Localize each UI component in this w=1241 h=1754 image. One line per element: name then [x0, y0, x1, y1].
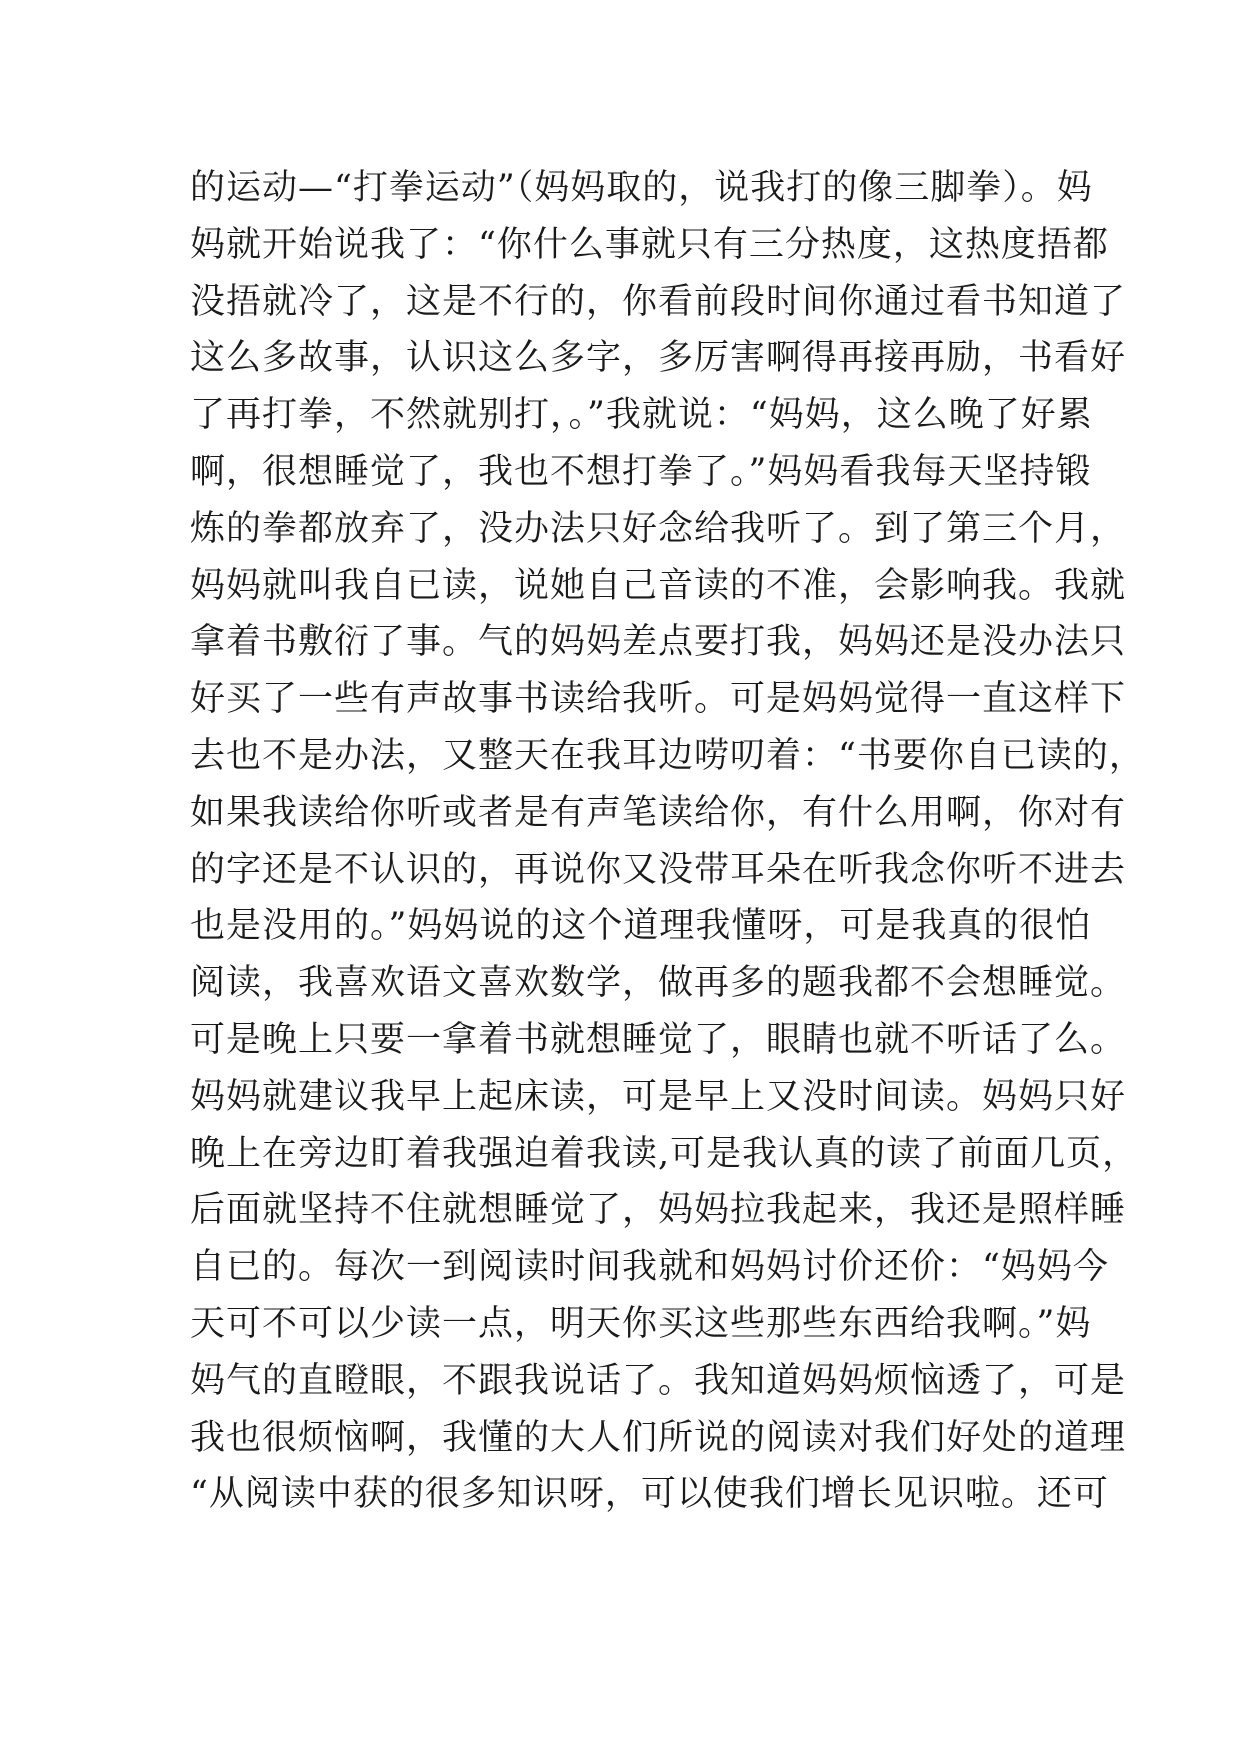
text-line: 拿着书敷衍了事。气的妈妈差点要打我，妈妈还是没办法只: [190, 622, 1127, 663]
text-line: 后面就坚持不住就想睡觉了，妈妈拉我起来，我还是照样睡: [190, 1190, 1127, 1231]
text-line: 如果我读给你听或者是有声笔读给你，有什么用啊，你对有: [190, 792, 1127, 833]
text-line: “从阅读中获的很多知识呀，可以使我们增长见识啦。还可: [190, 1474, 1109, 1515]
text-line: 阅读，我喜欢语文喜欢数学，做再多的题我都不会想睡觉。: [190, 963, 1127, 1004]
text-line: 自已的。每次一到阅读时间我就和妈妈讨价还价：“妈妈今: [190, 1247, 1109, 1288]
text-line: 啊，很想睡觉了，我也不想打拳了。”妈妈看我每天坚持锻: [190, 451, 1092, 492]
text-line: 好买了一些有声故事书读给我听。可是妈妈觉得一直这样下: [190, 679, 1127, 720]
text-line: 妈就开始说我了：“你什么事就只有三分热度，这热度捂都: [190, 224, 1109, 265]
text-line: 妈妈就建议我早上起床读，可是早上又没时间读。妈妈只好: [190, 1076, 1127, 1117]
text-line: 我也很烦恼啊，我懂的大人们所说的阅读对我们好处的道理: [190, 1417, 1127, 1458]
text-line: 妈妈就叫我自已读，说她自己音读的不准，会影响我。我就: [190, 565, 1127, 606]
text-line: 这么多故事，认识这么多字，多厉害啊得再接再励，书看好: [190, 338, 1127, 379]
text-line: 可是晚上只要一拿着书就想睡觉了，眼睛也就不听话了么。: [190, 1019, 1127, 1060]
text-line: 没捂就冷了，这是不行的，你看前段时间你通过看书知道了: [190, 281, 1127, 322]
text-line: 的字还是不认识的，再说你又没带耳朵在听我念你听不进去: [190, 849, 1127, 890]
text-line: 天可不可以少读一点，明天你买这些那些东西给我啊。”妈: [190, 1303, 1092, 1344]
body-text: [190, 160, 1145, 1523]
text-line: 晚上在旁边盯着我强迫着我读,可是我认真的读了前面几页，: [190, 1133, 1139, 1174]
text-line: 的运动—“打拳运动”（妈妈取的，说我打的像三脚拳）。妈: [190, 168, 1093, 208]
text-line: 炼的拳都放弃了，没办法只好念给我听了。到了第三个月，: [190, 508, 1127, 549]
text-line: 去也不是办法，又整天在我耳边唠叨着：“书要你自已读的，: [190, 735, 1145, 776]
text-line: 也是没用的。”妈妈说的这个道理我懂呀，可是我真的很怕: [190, 906, 1092, 947]
text-line: 妈气的直瞪眼，不跟我说话了。我知道妈妈烦恼透了，可是: [190, 1360, 1127, 1401]
text-line: 了再打拳，不然就别打，。”我就说：“妈妈，这么晚了好累: [190, 395, 1093, 436]
